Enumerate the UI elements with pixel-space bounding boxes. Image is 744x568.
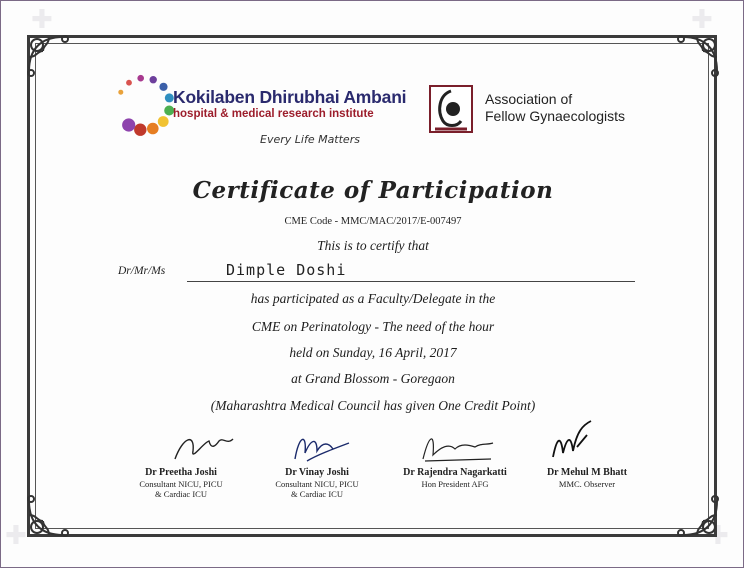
association-name (485, 91, 625, 125)
association-line-1: Association of (485, 91, 573, 107)
bg-cross-icon: ✚ (707, 521, 729, 551)
certify-text: This is to certify that (317, 238, 429, 253)
hospital-tagline: Every Life Matters (260, 133, 360, 146)
body-line-2: CME on Perinatology - The need of the hour (251, 319, 495, 334)
signature-vinay-icon (287, 429, 353, 465)
logo-dot (134, 124, 146, 136)
hospital-logo-icon (109, 69, 179, 139)
bg-cross-icon: ✚ (31, 5, 53, 35)
logo-dot (158, 116, 169, 127)
logo-dot (137, 75, 144, 82)
hospital-subtitle: hospital & medical research institute (173, 108, 374, 120)
hospital-name: Kokilaben Dhirubhai Ambani (173, 87, 407, 107)
signatory-role: & Cardiac ICU (291, 489, 343, 499)
signatory-3 (390, 468, 520, 489)
logo-dot (159, 83, 167, 91)
logo-dot (150, 76, 157, 83)
signatory-name: Dr Preetha Joshi (145, 467, 217, 478)
body-line-5: (Maharashtra Medical Council has given One Credit Point) (210, 398, 536, 413)
signature-rajendra-icon (415, 425, 497, 465)
signatory-role: Consultant NICU, PICU (139, 478, 223, 489)
logo-dot (126, 80, 132, 86)
cme-code: CME Code - MMC/MAC/2017/E-007497 (284, 216, 462, 227)
participant-name: Dimple Doshi (226, 261, 347, 279)
bg-cross-icon: ✚ (5, 521, 27, 551)
corner-ornament-icon (23, 31, 79, 87)
afg-logo-icon (429, 85, 473, 133)
name-label: Dr/Mr/Ms (118, 265, 166, 277)
signatory-2 (252, 468, 382, 500)
certificate-title: Certificate of Participation (192, 177, 554, 204)
logo-dot (118, 90, 123, 95)
corner-ornament-icon (667, 485, 723, 541)
logo-dot (122, 118, 135, 131)
signatory-name: Dr Mehul M Bhatt (546, 467, 628, 478)
signature-mehul-icon (547, 417, 597, 465)
corner-ornament-icon (23, 485, 79, 541)
bg-cross-icon: ✚ (691, 5, 713, 35)
signatory-4 (522, 468, 652, 489)
signatory-name: Dr Rajendra Nagarkatti (403, 467, 507, 478)
signatory-name: Dr Vinay Joshi (285, 467, 349, 478)
body-line-4: at Grand Blossom - Goregaon (291, 371, 455, 386)
name-underline (187, 281, 635, 282)
signature-preetha-icon (169, 429, 239, 467)
corner-ornament-icon (667, 31, 723, 87)
body-line-1: has participated as a Faculty/Delegate in the (250, 291, 496, 306)
signatory-role: Consultant NICU, PICU (275, 478, 359, 489)
logo-dot (147, 123, 159, 135)
signatory-role: MMC. Observer (558, 478, 616, 489)
body-line-3: held on Sunday, 16 April, 2017 (289, 345, 457, 360)
signatory-role: Hon President AFG (421, 478, 489, 489)
signatory-role: & Cardiac ICU (155, 489, 207, 499)
signatory-1 (116, 468, 246, 500)
association-line-2: Fellow Gynaecologists (485, 108, 626, 124)
